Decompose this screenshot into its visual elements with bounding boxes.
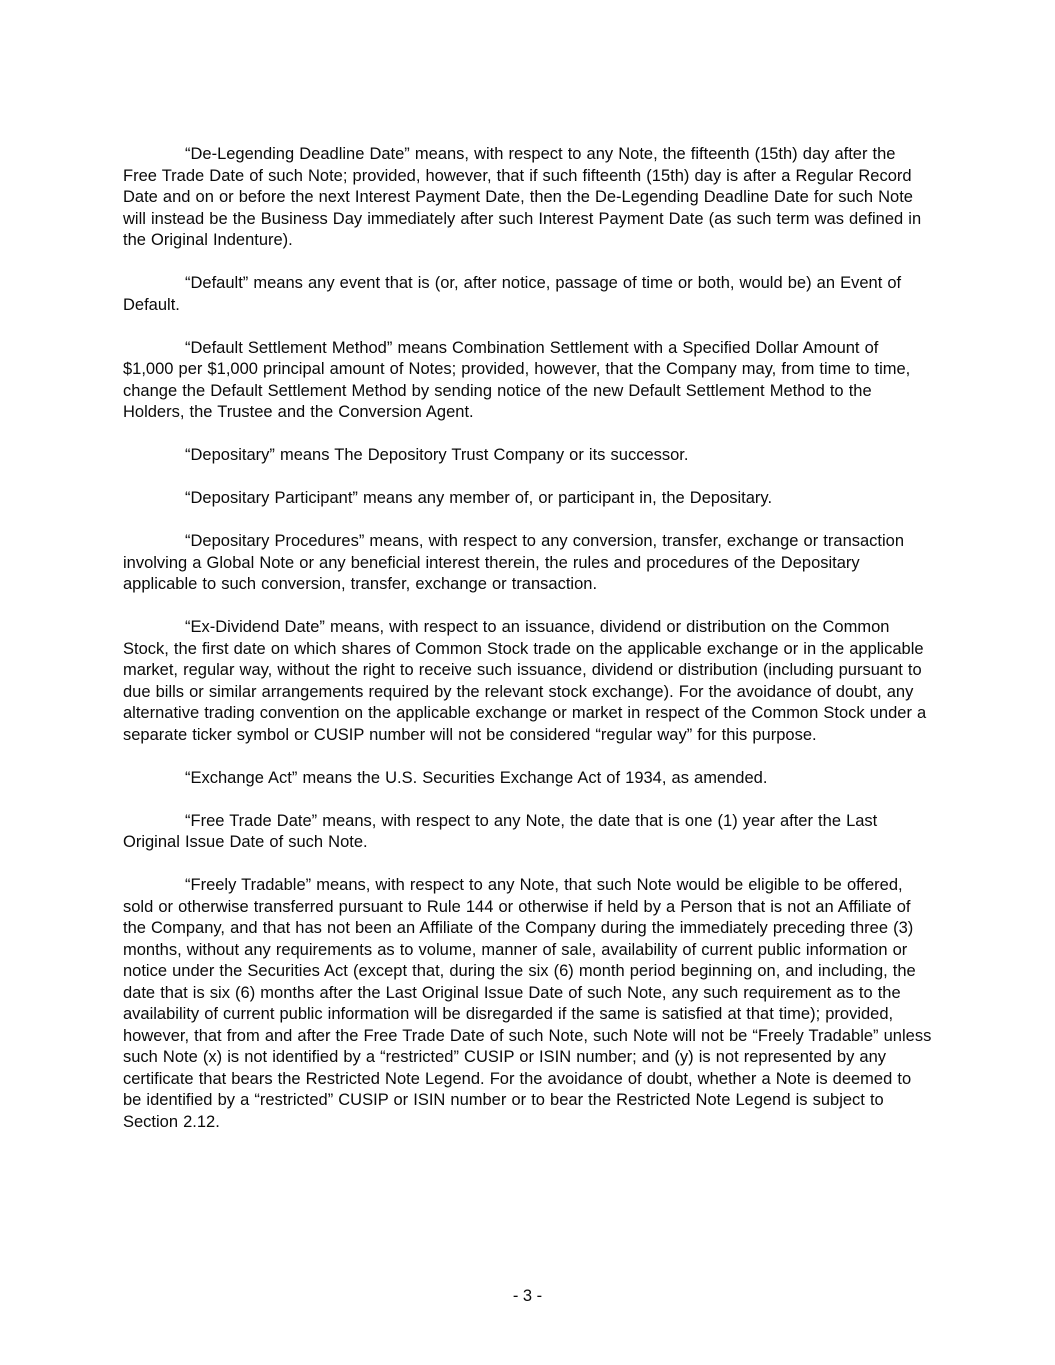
page-footer xyxy=(0,1286,1055,1308)
defined-term: “Freely Tradable” xyxy=(185,876,312,894)
defined-term: “Depositary Participant” xyxy=(185,489,358,507)
para-depositary-participant xyxy=(123,488,933,510)
definition-text: means, with respect to any conversion, transfer, exchange or transaction involving a Global Note or any beneficial interest therein, the rules and procedures of the Depositary applicable to such conversion, transfer, exchange or transaction. xyxy=(123,532,905,593)
defined-term: “Exchange Act” xyxy=(185,768,298,787)
definition-text: means the U.S. Securities Exchange Act of 1934, as amended. xyxy=(297,768,768,787)
definition-text: means any event that is (or, after notice, passage of time or both, would be) an Event of Default. xyxy=(123,274,902,314)
para-ex-dividend-date xyxy=(123,617,933,746)
para-de-legending-deadline-date xyxy=(123,144,933,252)
document-body xyxy=(123,144,933,1155)
defined-term: “Depositary Procedures” xyxy=(185,532,365,550)
para-depositary-procedures xyxy=(123,531,933,596)
definition-text: means any member of, or participant in, the Depositary. xyxy=(357,489,773,507)
definition-text: means, with respect to any Note, the date that is one (1) year after the Last Original Issue Date of such Note. xyxy=(123,811,878,851)
defined-term: “Default” xyxy=(185,274,249,292)
para-default xyxy=(123,273,933,316)
para-free-trade-date xyxy=(123,811,933,854)
defined-term: “Ex-Dividend Date” xyxy=(185,618,325,636)
page-number: - 3 - xyxy=(512,1286,543,1305)
definition-text: means, with respect to any Note, the fifteenth (15th) day after the Free Trade Date of such Note; provided, however, that if such fifteenth (15th) day is after a Regular Record Date and on or before the next Interest Payment Date, then the De-Legending Deadline Date for such Note will instead be the Business Day immediately after such Interest Payment Date (as such term was defined in the Original Indenture). xyxy=(123,145,922,249)
para-default-settlement-method xyxy=(123,338,933,424)
defined-term: “Default Settlement Method” xyxy=(185,338,393,357)
definition-text: means Combination Settlement with a Specified Dollar Amount of $1,000 per $1,000 principal amount of Notes; provided, however, that the Company may, from time to time, change the Default Settlement Method by sending notice of the new Default Settlement Method to the Holders, the Trustee and the Conversion Agent. xyxy=(123,338,911,421)
defined-term: “Depositary” xyxy=(185,446,275,464)
para-freely-tradable xyxy=(123,875,933,1133)
para-exchange-act xyxy=(123,768,933,790)
definition-text: means The Depository Trust Company or its successor. xyxy=(274,446,689,464)
defined-term: “De-Legending Deadline Date” xyxy=(185,145,410,163)
definition-text: means, with respect to an issuance, dividend or distribution on the Common Stock, the first date on which shares of Common Stock trade on the applicable exchange or in the applicable market, regular way, without the right to receive such issuance, dividend or distribution (including pursuant to due bills or similar arrangements required by the relevant stock exchange). For the avoidance of doubt, any alternative trading convention on the applicable exchange or market in respect of the Common Stock under a separate ticker symbol or CUSIP number will not be considered “regular way” for this purpose. xyxy=(123,618,927,744)
definition-text: means, with respect to any Note, that such Note would be eligible to be offered, sold or otherwise transferred pursuant to Rule 144 or otherwise if held by a Person that is not an Affiliate of the Company, and that has not been an Affiliate of the Company during the immediately preceding three (3) months, without any requirements as to volume, manner of sale, availability of current public information or notice under the Securities Act (except that, during the six (6) month period beginning on, and including, the date that is six (6) months after the Last Original Issue Date of such Note, any such requirement as to the availability of current public information will be disregarded if the same is satisfied at that time); provided, however, that from and after the Free Trade Date of such Note, such Note will not be “Freely Tradable” unless such Note (x) is not identified by a “restricted” CUSIP or ISIN number; and (y) is not represented by any certificate that bears the Restricted Note Legend. For the avoidance of doubt, whether a Note is deemed to be identified by a “restricted” CUSIP or ISIN number or to bear the Restricted Note Legend is subject to Section 2.12. xyxy=(123,876,932,1131)
defined-term: “Free Trade Date” xyxy=(185,811,318,830)
para-depositary xyxy=(123,445,933,467)
